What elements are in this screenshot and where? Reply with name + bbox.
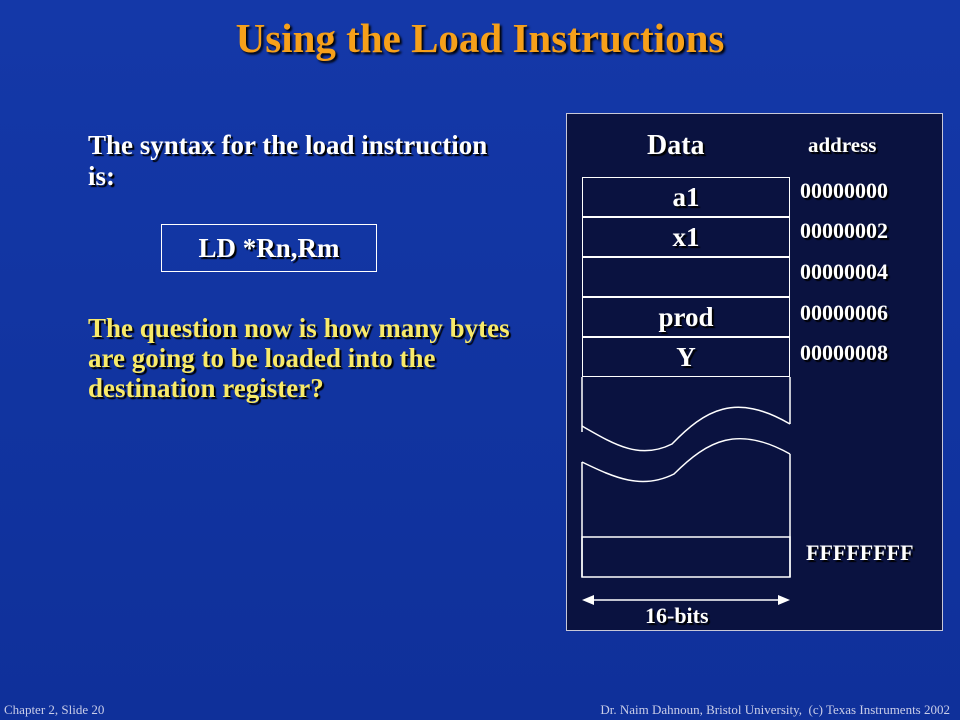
memory-cell-y: Y (582, 337, 790, 377)
footer-slide-number: Chapter 2, Slide 20 (4, 702, 105, 717)
last-address-label: FFFFFFFF (806, 540, 914, 565)
memory-cell-a1: a1 (582, 177, 790, 217)
footer-credit: Dr. Naim Dahnoun, Bristol University, (c) Texas Instruments 2002 (600, 702, 950, 717)
code-example: LD *Rn,Rm (198, 232, 340, 263)
address-label: 00000008 (800, 340, 888, 365)
address-label: 00000006 (800, 300, 888, 325)
width-arrow-right-head (778, 595, 790, 605)
break-wave-lower (582, 439, 790, 482)
address-label: 00000000 (800, 178, 888, 203)
address-column-header: address (808, 133, 877, 157)
width-label: 16-bits (645, 603, 709, 628)
break-wave-upper (582, 407, 790, 450)
memory-cell-last (582, 537, 790, 577)
width-arrow-left-head (582, 595, 594, 605)
question-text: The question now is how many bytes are going to be loaded into the destination register? (88, 313, 510, 403)
syntax-text: The syntax for the load instruction is: (88, 130, 488, 191)
memory-cell-prod: prod (582, 297, 790, 337)
address-label: 00000002 (800, 218, 888, 243)
memory-cell-x1: x1 (582, 217, 790, 257)
slide-title: Using the Load Instructions (235, 15, 725, 61)
address-label: 00000004 (800, 259, 888, 284)
data-column-header: Data (647, 130, 705, 161)
